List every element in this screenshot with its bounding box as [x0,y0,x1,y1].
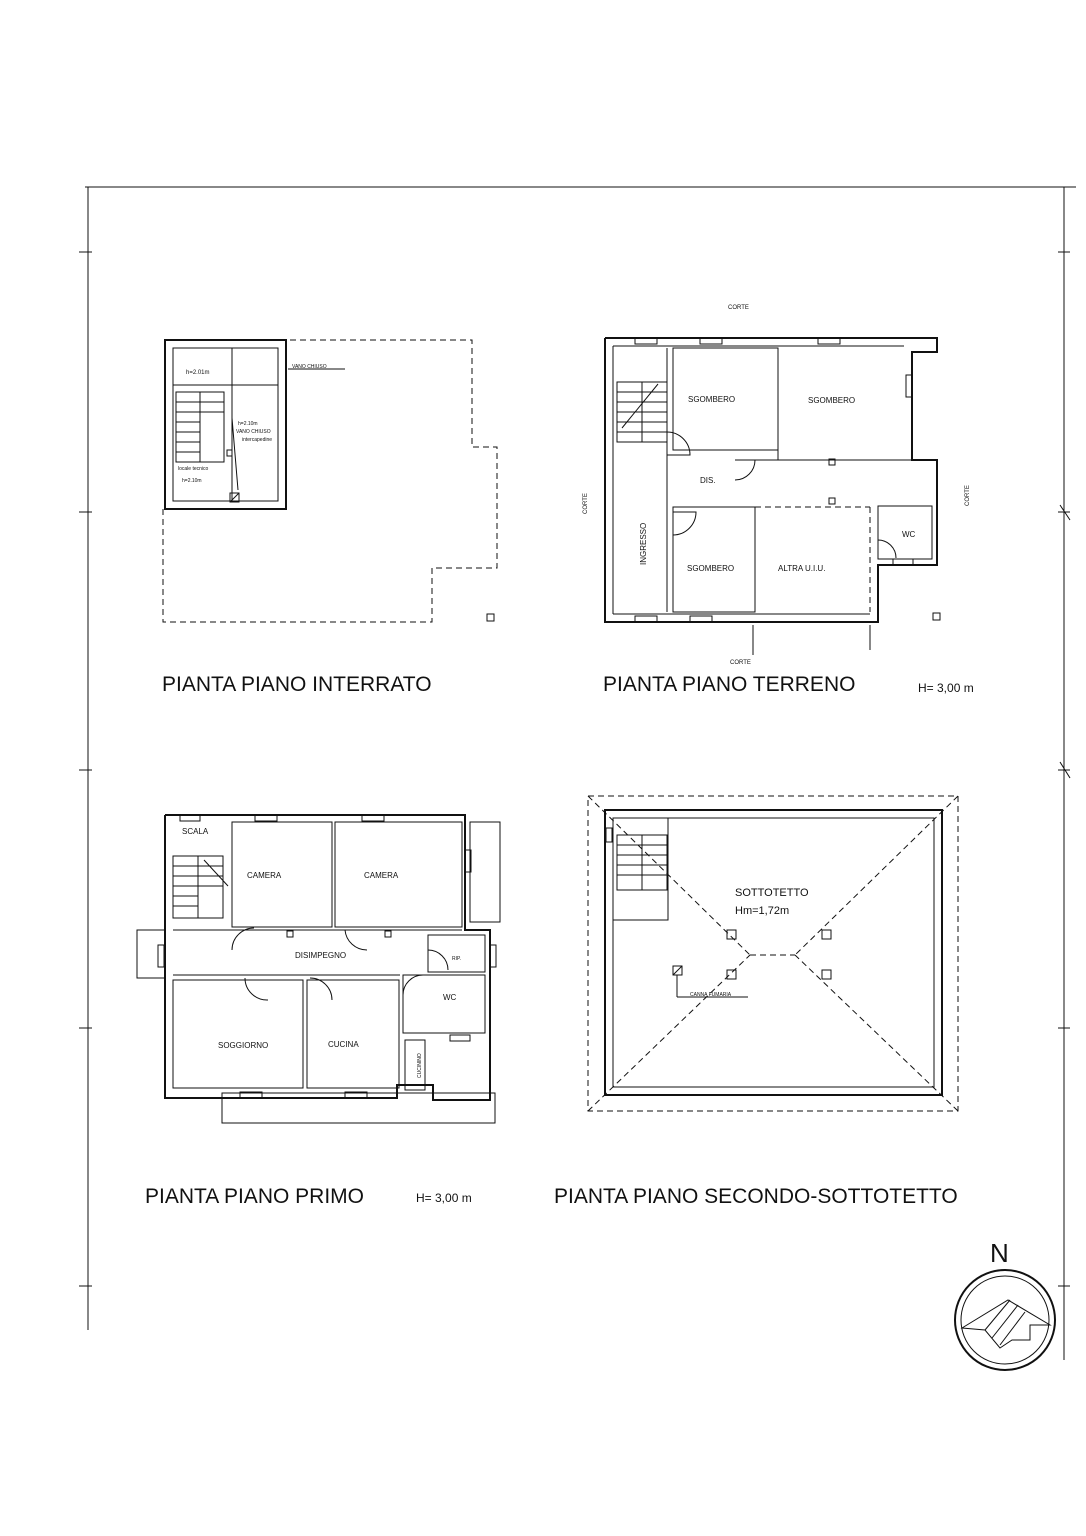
label-sgombero-3: SGOMBERO [687,564,735,573]
label-scala: SCALA [182,827,209,836]
label-camera-1: CAMERA [247,871,282,880]
label-locale-tecnico: locale tecnico [178,466,209,472]
compass-needle-icon [962,1300,1050,1348]
label-rip: RIP. [452,956,462,962]
label-wc-primo: WC [443,993,457,1002]
plan-interrato [162,340,497,696]
plan-secondo-sottotetto [554,796,958,1208]
height-piano-terreno: H= 3,00 m [918,681,974,695]
label-vano-chiuso: VANO CHIUSO [292,364,327,370]
height-piano-primo: H= 3,00 m [416,1191,472,1205]
label-disimpegno: DISIMPEGNO [295,951,347,960]
label-cucina: CUCINA [328,1040,359,1049]
stair-primo [173,856,228,918]
label-h-210: h=2.10m [238,421,258,427]
label-vano-chiuso-2: VANO CHIUSO [236,429,271,435]
label-sottotetto: SOTTOTETTO [735,887,809,899]
label-soggiorno: SOGGIORNO [218,1041,269,1050]
label-camera-2: CAMERA [364,871,399,880]
label-corte-left: CORTE [583,493,589,514]
north-label: N [990,1238,1009,1268]
label-corte-top: CORTE [728,305,749,311]
label-h-210-b: h=2.10m [182,478,202,484]
label-dis: DIS. [700,476,716,485]
label-h-201: h=2.01m [186,370,210,376]
title-piano-primo: PIANTA PIANO PRIMO [145,1185,364,1208]
title-piano-interrato: PIANTA PIANO INTERRATO [162,673,432,696]
label-ingresso: INGRESSO [639,522,648,565]
label-intercapedine: intercapedine [242,437,273,443]
label-hm: Hm=1,72m [735,905,790,917]
label-wc-terreno: WC [902,530,916,539]
label-corte-right: CORTE [965,485,971,506]
label-sgombero-2: SGOMBERO [808,396,856,405]
label-corte-bottom: CORTE [730,660,751,666]
label-sgombero-1: SGOMBERO [688,395,736,404]
label-cucinino: CUCININO [417,1053,423,1078]
title-piano-secondo-sottotetto: PIANTA PIANO SECONDO-SOTTOTETTO [554,1185,958,1208]
title-piano-terreno: PIANTA PIANO TERRENO [603,673,856,696]
plan-primo [137,815,500,1208]
stair-interrato [176,392,224,462]
footprint-outline [163,340,497,622]
label-altra-uiu: ALTRA U.I.U. [778,564,826,573]
stair-terreno [617,382,667,442]
stair-secondo [613,818,668,920]
label-canna-fumaria: CANNA FUMARIA [690,992,732,998]
plan-terreno [583,305,974,696]
north-arrow [955,1238,1055,1370]
